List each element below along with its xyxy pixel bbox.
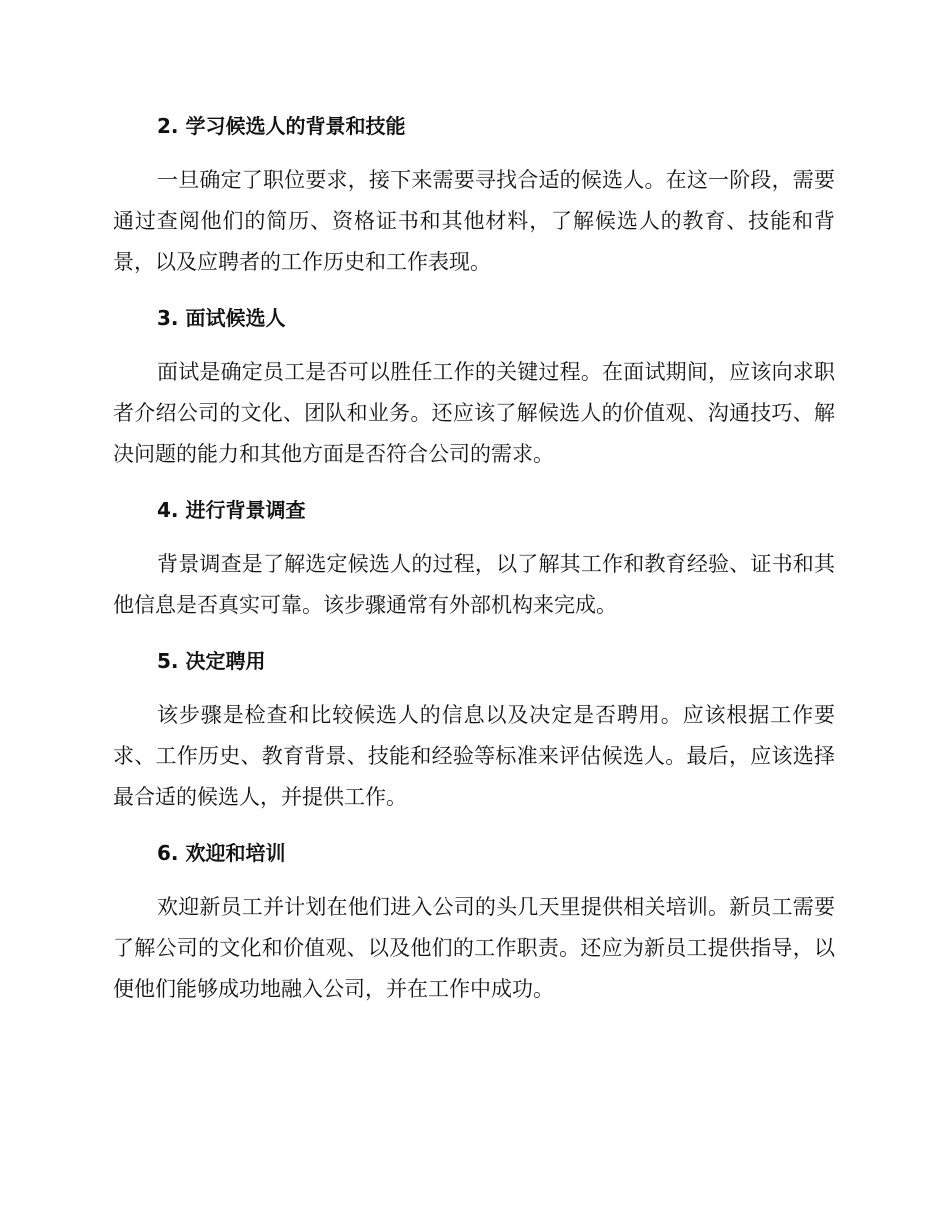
- section-paragraph: 欢迎新员工并计划在他们进入公司的头几天里提供相关培训。新员工需要了解公司的文化和价值观、以及他们的工作职责。还应为新员工提供指导，以便他们能够成功地融入公司，并在工作中成功。: [113, 895, 835, 1001]
- section-hiring-decision: [113, 639, 835, 818]
- section-paragraph: 该步骤是检查和比较候选人的信息以及决定是否聘用。应该根据工作要求、工作历史、教育背景、技能和经验等标准来评估候选人。最后，应该选择最合适的候选人，并提供工作。: [113, 703, 835, 809]
- section-heading: 5. 决定聘用: [157, 649, 266, 673]
- section-heading: 2. 学习候选人的背景和技能: [157, 114, 406, 138]
- section-paragraph: 背景调查是了解选定候选人的过程，以了解其工作和教育经验、证书和其他信息是否真实可靠。该步骤通常有外部机构来完成。: [113, 552, 835, 617]
- section-interview: [113, 296, 835, 475]
- section-heading: 3. 面试候选人: [157, 306, 286, 330]
- document-content: [113, 104, 835, 1023]
- section-paragraph: 面试是确定员工是否可以胜任工作的关键过程。在面试期间，应该向求职者介绍公司的文化、团队和业务。还应该了解候选人的价值观、沟通技巧、解决问题的能力和其他方面是否符合公司的需求。: [113, 360, 835, 466]
- section-background-check: [113, 488, 835, 626]
- section-background-skills: [113, 104, 835, 283]
- section-paragraph: 一旦确定了职位要求，接下来需要寻找合适的候选人。在这一阶段，需要通过查阅他们的简历、资格证书和其他材料，了解候选人的教育、技能和背景，以及应聘者的工作历史和工作表现。: [113, 168, 835, 274]
- section-heading: 4. 进行背景调查: [157, 498, 306, 522]
- section-heading: 6. 欢迎和培训: [157, 841, 286, 865]
- section-welcome-training: [113, 831, 835, 1010]
